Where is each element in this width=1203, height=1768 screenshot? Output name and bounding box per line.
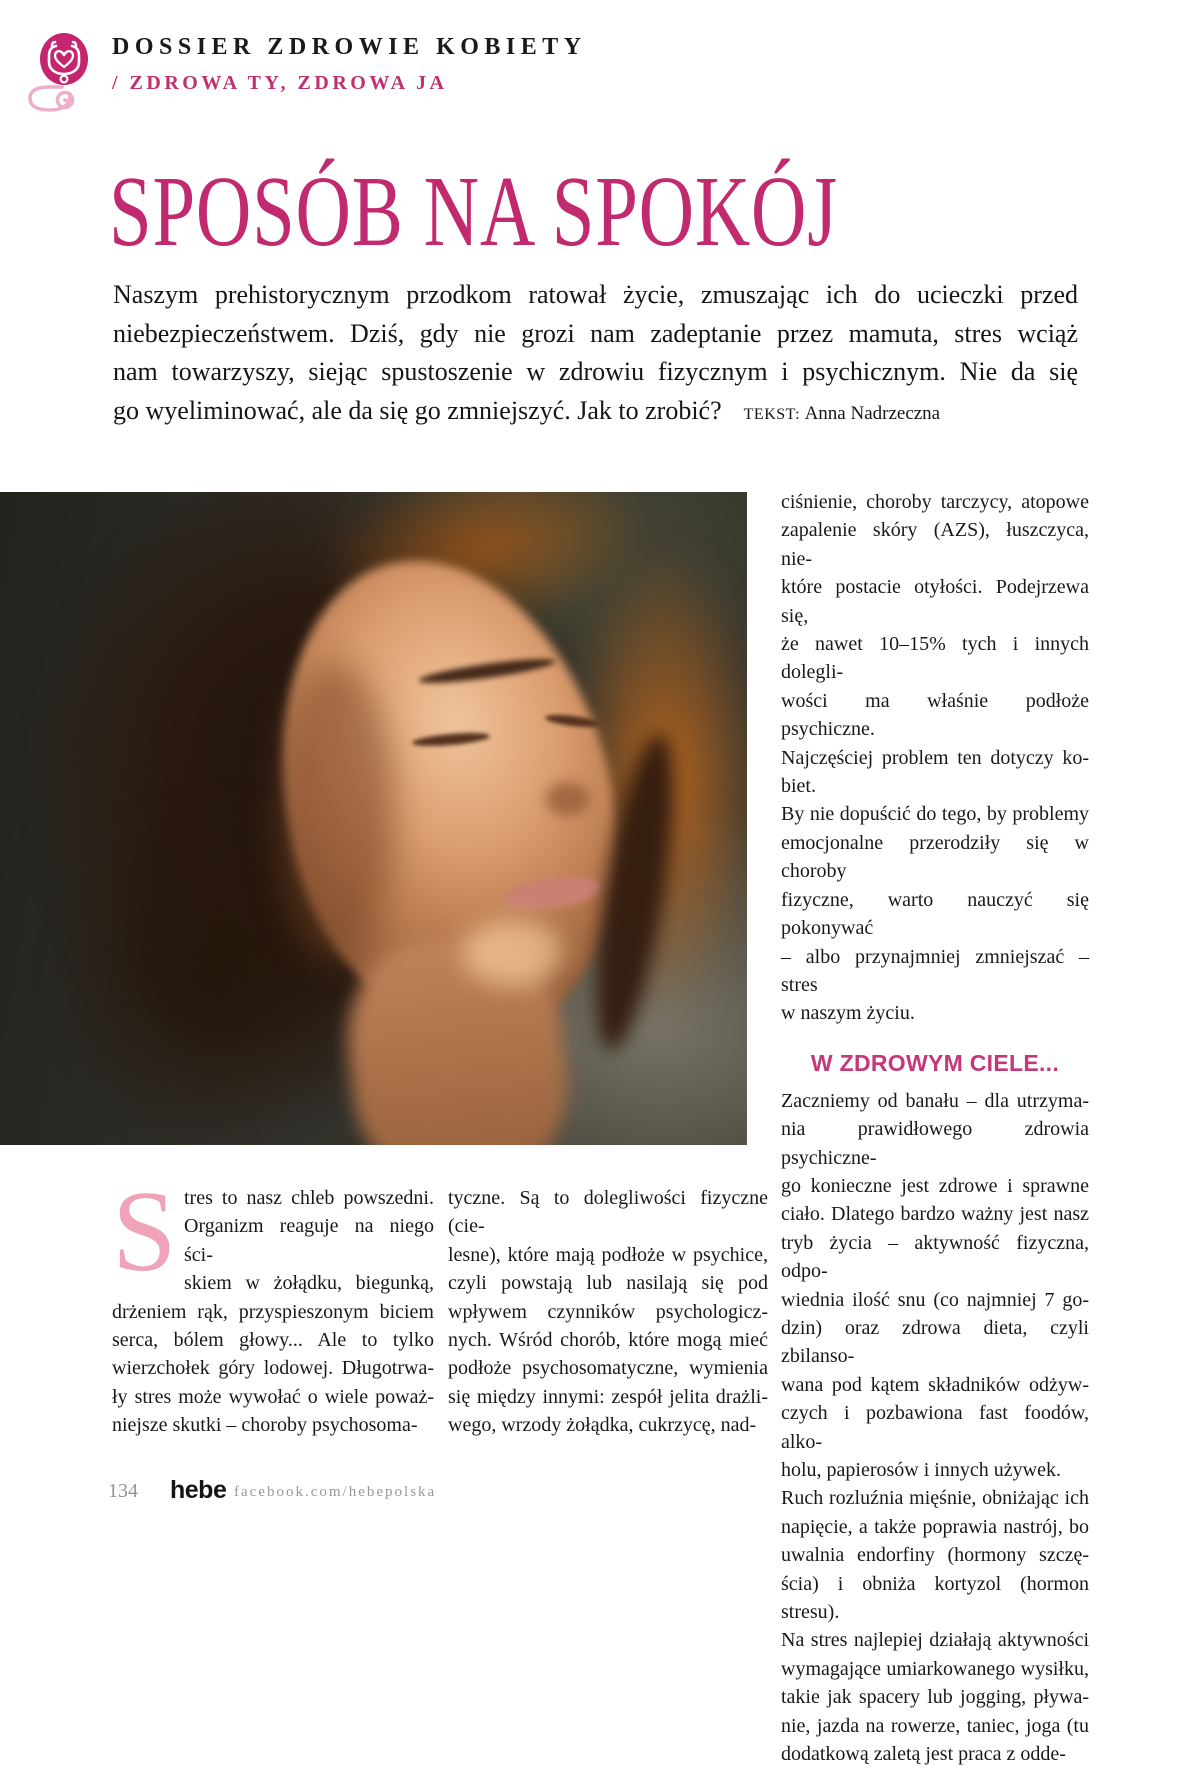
facebook-url: facebook.com/hebepolska — [234, 1484, 437, 1500]
text-line: – albo przynajmniej zmniejszać – stres — [781, 945, 1089, 996]
text-line: nia prawidłowego zdrowia psychiczne- — [781, 1118, 1089, 1169]
text-line: lesne), które mają podłoże w psychice, — [448, 1243, 768, 1266]
text-line: emocjonalne przerodziły się w choroby — [781, 831, 1089, 883]
text-line: ścia) i obniża kortyzol (hormon stresu). — [781, 1572, 1089, 1624]
text-line: wpływem czynników psychologicz- — [448, 1300, 768, 1323]
byline — [744, 396, 940, 425]
text-line: tyczne. Są to dolegliwości fizyczne (cie- — [448, 1187, 768, 1238]
text-line: w naszym życiu. — [781, 1002, 915, 1025]
intro-line: nam towarzyszy, siejąc spustoszenie w zdrowiu fizycznym i psychicznym. Nie da się — [113, 357, 1078, 387]
text-line: wiednia ilość snu (co najmniej 7 go- — [781, 1288, 1089, 1311]
text-line: takie jak spacery lub jogging, pływa- — [781, 1686, 1089, 1709]
text-line: nych. Wśród chorób, które mogą mieć — [448, 1329, 768, 1352]
text-line: tryb życia – aktywność fizyczna, odpo- — [781, 1231, 1089, 1283]
text-line: się między innymi: zespół jelita drażli- — [448, 1385, 768, 1408]
drop-cap: S — [112, 1168, 177, 1296]
byline-author: Anna Nadrzeczna — [804, 403, 941, 425]
text-line: ły stres może wywołać o wiele poważ- — [112, 1385, 434, 1408]
text-line: zapalenie skóry (AZS), łuszczyca, nie- — [781, 519, 1089, 570]
photo-face-shadow — [275, 662, 395, 962]
text-line: biet. — [781, 775, 816, 798]
text-line: go konieczne jest zdrowe i sprawne — [781, 1174, 1089, 1197]
section-kicker: DOSSIER ZDROWIE KOBIETY — [112, 34, 587, 60]
byline-label: TEKST: — [743, 406, 805, 424]
intro-paragraph — [113, 276, 1078, 435]
body-column-left — [112, 1168, 434, 1440]
text-line: niejsze skutki – choroby psychosoma- — [112, 1414, 418, 1437]
photo-chin-highlight — [462, 920, 562, 986]
text-line: że nawet 10–15% tych i innych dolegli- — [781, 633, 1089, 684]
text-line: wierzchołek góry lodowej. Długotrwa- — [112, 1357, 434, 1380]
photo-nose-shadow — [545, 782, 589, 816]
text-line: holu, papierosów i innych używek. — [781, 1459, 1061, 1481]
text-line: które postacie otyłości. Podejrzewa się, — [781, 576, 1089, 627]
text-line: drżeniem rąk, przyspieszonym biciem — [112, 1300, 434, 1323]
page-number: 134 — [108, 1480, 138, 1502]
text-line: wymagające umiarkowanego wysiłku, — [781, 1657, 1089, 1680]
series-title: / ZDROWA TY, ZDROWA JA — [112, 72, 448, 94]
text-line: Organizm reaguje na niego ści- — [184, 1215, 434, 1266]
text-line: ciało. Dlatego bardzo ważny jest nasz — [781, 1203, 1089, 1226]
intro-line: go wyeliminować, ale da się go zmniejszyć. Jak to zrobić? TEKST: Anna Nadrzeczna — [113, 396, 941, 426]
portrait-photo-woman-eyes-closed-sunlight — [0, 492, 747, 1145]
text-line: czyli powstają lub nasilają się pod — [448, 1272, 768, 1295]
text-line: ciśnienie, choroby tarczycy, atopowe — [781, 491, 1089, 513]
text-line: Na stres najlepiej działają aktywności — [781, 1629, 1089, 1652]
intro-line: niebezpieczeństwem. Dziś, gdy nie grozi nam zadeptanie przez mamuta, stres wciąż — [113, 318, 1078, 348]
intro-line: Naszym prehistorycznym przodkom ratował życie, zmuszając ich do ucieczki przed — [113, 280, 1078, 309]
text-line: Zaczniemy od banału – dla utrzyma- — [781, 1089, 1089, 1112]
text-line: skiem w żołądku, biegunką, — [184, 1272, 434, 1295]
text-line: Ruch rozluźnia mięśnie, obniżając ich — [781, 1487, 1089, 1510]
body-column-middle — [448, 1184, 768, 1440]
text-line: By nie dopuścić do tego, by problemy — [781, 803, 1089, 826]
text-line: dodatkową zaletą jest praca z odde- — [781, 1743, 1066, 1766]
text-line: nie, jazda na rowerze, taniec, joga (tu — [781, 1714, 1089, 1737]
body-column-right — [781, 488, 1089, 1768]
text-line: dzin) oraz zdrowa dieta, czyli zbilanso- — [781, 1316, 1089, 1368]
text-line: fizyczne, warto nauczyć się pokonywać — [781, 888, 1089, 940]
text-line: serca, bólem głowy... Ale to tylko — [112, 1329, 434, 1352]
text-line: wości ma właśnie podłoże psychiczne. — [781, 689, 1089, 741]
text-line: napięcie, a także poprawia nastrój, bo — [781, 1515, 1089, 1538]
article-headline: SPOSÓB NA SPOKÓJ — [109, 155, 838, 267]
text-line: czych i pozbawiona fast foodów, alko- — [781, 1402, 1089, 1453]
text-line: uwalnia endorfiny (hormony szczę- — [781, 1544, 1089, 1567]
text-line: wana pod kątem składników odżyw- — [781, 1373, 1089, 1396]
section-heading: W ZDROWYM CIELE... — [810, 1049, 1060, 1076]
text-line: Najczęściej problem ten dotyczy ko- — [781, 746, 1089, 769]
text-line: tres to nasz chleb powszedni. — [184, 1187, 434, 1209]
text-line: podłoże psychosomatyczne, wymienia — [448, 1357, 768, 1380]
text-line: wego, wrzody żołądka, cukrzycę, nad- — [448, 1414, 757, 1437]
hebe-logo: hebe — [170, 1476, 227, 1504]
